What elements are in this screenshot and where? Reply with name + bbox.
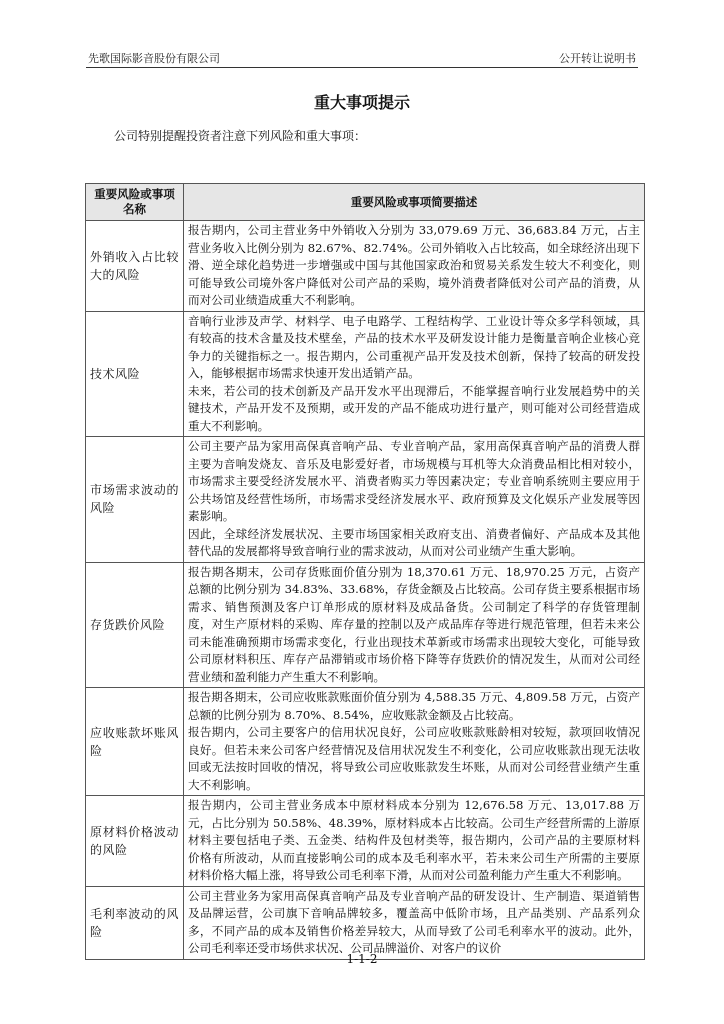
page-number: 1-1-2 — [346, 952, 378, 966]
description-paragraph: 音响行业涉及声学、材料学、电子电路学、工程结构学、工业设计等众多学科领域，具有较高的技术含量及技术壁垒，产品的技术水平及研发设计能力是衡量音响企业核心竞争力的关键指标之一。报告期内，公司重视产品开发及技术创新，保持了较高的研发投入，能够根据市场需求快速开发出适销产品。 — [188, 313, 640, 380]
table-row — [86, 437, 645, 563]
intro-paragraph: 公司特别提醒投资者注意下列风险和重大事项： — [114, 129, 367, 143]
column-header-risk-name: 重要风险或事项名称 — [86, 184, 184, 221]
description-paragraph: 公司主营业务为家用高保真音响产品及专业音响产品的研发设计、生产制造、渠道销售及品牌运营，公司旗下音响品牌较多，覆盖高中低阶市场，且产品类别、产品系列众多，不同产品的成本及销售价格差异较大，从而导致了公司毛利率水平的波动。此外，公司毛利率还受市场供求状况、公司品牌溢价、对客户的议价 — [188, 888, 640, 955]
description-paragraph: 报告期各期末，公司应收账款账面价值分别为 4,588.35 万元、4,809.58 万元，占资产总额的比例分别为 8.70%、8.54%，应收账款金额及占比较高。 — [188, 690, 640, 722]
risk-description-cell — [184, 886, 645, 959]
header-divider — [86, 67, 638, 68]
description-paragraph: 公司主要产品为家用高保真音响产品、专业音响产品，家用高保真音响产品的消费人群主要为音响发烧友、音乐及电影爱好者，市场规模与耳机等大众消费品相比相对较小，市场需求主要受经济发展水平、消费者购买力等因素决定；专业音响系统则主要应用于公共场馆及经营性场所，市场需求受经济发展水平、政府预算及文化娱乐产业发展等因素影响。 — [188, 439, 640, 523]
risk-name-cell: 市场需求波动的风险 — [86, 437, 184, 563]
description-paragraph: 报告期内，公司主要客户的信用状况良好，公司应收账款账龄相对较短，款项回收情况良好。但若未来公司客户经营情况及信用状况发生不利变化，公司应收账款出现无法收回或无法按时回收的情况，将导致公司应收账款发生坏账，从而对公司经营业绩产生重大不利影响。 — [188, 725, 640, 792]
risk-name-cell: 毛利率波动的风险 — [86, 886, 184, 959]
description-paragraph: 报告期各期末，公司存货账面价值分别为 18,370.61 万元、18,970.25 万元，占资产总额的比例分别为 34.83%、33.68%，存货金额及占比较高。公司存货主要系根据市场需求、销售预测及客户订单形成的原材料及成品备货。公司制定了科学的存货管理制度，对生产原材料的采购、库存量的控制以及产成品库存等进行规范管理，但若未来公司未能准确预期市场需求变化，行业出现技术革新或市场需求出现较大变化，可能导致公司原材料积压、库存产品滞销或市场价格下降等存货跌价的情况发生，从而对公司经营业绩和盈利能力产生重大不利影响。 — [188, 564, 640, 684]
description-paragraph: 因此，全球经济发展状况、主要市场国家相关政府支出、消费者偏好、产品成本及其他替代品的发展都将导致音响行业的需求波动，从而对公司业绩产生重大影响。 — [188, 526, 640, 558]
table-header-row — [86, 184, 645, 221]
table-row — [86, 796, 645, 887]
header-document-type: 公开转让说明书 — [559, 52, 636, 65]
risk-name-cell: 外销收入占比较大的风险 — [86, 221, 184, 312]
page-header — [88, 50, 636, 66]
description-paragraph: 未来，若公司的技术创新及产品开发水平出现滞后，不能掌握音响行业发展趋势中的关键技术，产品开发不及预期，或开发的产品不能成功进行量产，则可能对公司经营造成重大不利影响。 — [188, 383, 640, 433]
table-row — [86, 886, 645, 959]
risk-name-cell: 原材料价格波动的风险 — [86, 796, 184, 887]
risk-description-cell — [184, 221, 645, 312]
table-row — [86, 221, 645, 312]
risk-description-cell — [184, 796, 645, 887]
risk-name-cell: 技术风险 — [86, 311, 184, 437]
description-paragraph: 报告期内，公司主营业务中外销收入分别为 33,079.69 万元、36,683.84 万元，占主营业务收入比例分别为 82.67%、82.74%。公司外销收入占比较高，如全球经济出现下滑、逆全球化趋势进一步增强或中国与其他国家政治和贸易关系发生较大不利变化，则可能导致公司境外客户降低对公司产品的采购，境外消费者降低对公司产品的消费，从而对公司业绩造成重大不利影响。 — [188, 223, 640, 307]
description-paragraph: 报告期内，公司主营业务成本中原材料成本分别为 12,676.58 万元、13,017.88 万元，占比分别为 50.58%、48.39%，原材料成本占比较高。公司生产经营所需的上游原材料主要包括电子类、五金类、结构件及包材类等，报告期内，公司产品的主要原材料价格有所波动，从而直接影响公司的成本及毛利率水平，若未来公司生产所需的主要原材料价格大幅上涨，将导致公司毛利率下滑，从而对公司盈利能力产生重大不利影响。 — [188, 798, 640, 882]
risk-name-cell: 存货跌价风险 — [86, 562, 184, 688]
column-header-risk-description: 重要风险或事项简要描述 — [184, 184, 645, 221]
table-row — [86, 562, 645, 688]
risk-name-cell: 应收账款坏账风险 — [86, 688, 184, 796]
table-row — [86, 688, 645, 796]
header-company-name: 先歌国际影音股份有限公司 — [88, 52, 220, 65]
risk-description-cell — [184, 562, 645, 688]
table-row — [86, 311, 645, 437]
risk-description-cell — [184, 437, 645, 563]
risk-table — [85, 183, 645, 960]
page-title: 重大事项提示 — [313, 93, 410, 112]
risk-description-cell — [184, 688, 645, 796]
risk-description-cell — [184, 311, 645, 437]
